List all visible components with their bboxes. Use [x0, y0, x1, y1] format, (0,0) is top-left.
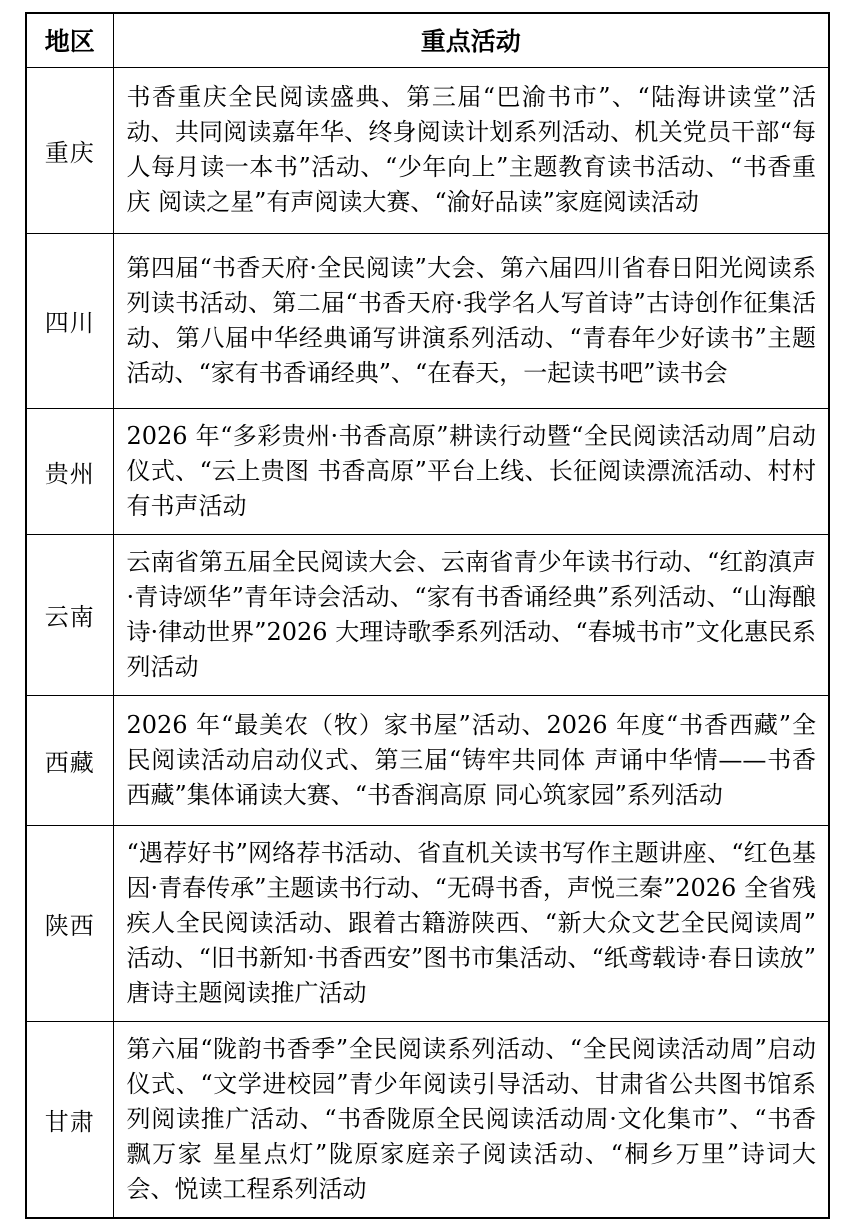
- table-header: [26, 13, 829, 67]
- activities-cell: “遇荐好书”网络荐书活动、省直机关读书写作主题讲座、“红色基因·青春传承”主题读书行动、“无碍书香，声悦三秦”2026 全省残疾人全民阅读活动、跟着古籍游陕西、“新大众文艺全民阅读周”活动、“旧书新知·书香西安”图书市集活动、“纸鸢载诗·春日读放”唐诗主题阅读推广活动: [113, 825, 829, 1021]
- activities-cell: 书香重庆全民阅读盛典、第三届“巴渝书市”、“陆海讲读堂”活动、共同阅读嘉年华、终身阅读计划系列活动、机关党员干部“每人每月读一本书”活动、“少年向上”主题教育读书活动、“书香重庆 阅读之星”有声阅读大赛、“渝好品读”家庭阅读活动: [113, 67, 829, 233]
- region-cell: 西藏: [26, 695, 113, 825]
- table-row: [26, 534, 829, 695]
- region-cell: 贵州: [26, 408, 113, 534]
- table-row: [26, 408, 829, 534]
- region-cell: 陕西: [26, 825, 113, 1021]
- region-cell: 重庆: [26, 67, 113, 233]
- column-header-activities: 重点活动: [113, 13, 829, 67]
- header-row: [26, 13, 829, 67]
- column-header-region: 地区: [26, 13, 113, 67]
- table-body: [26, 67, 829, 1218]
- region-cell: 甘肃: [26, 1021, 113, 1218]
- region-activities-table: [25, 12, 830, 1219]
- table-row: [26, 695, 829, 825]
- table-row: [26, 825, 829, 1021]
- activities-cell: 第四届“书香天府·全民阅读”大会、第六届四川省春日阳光阅读系列读书活动、第二届“书香天府·我学名人写首诗”古诗创作征集活动、第八届中华经典诵写讲演系列活动、“青春年少好读书”主题活动、“家有书香诵经典”、“在春天，一起读书吧”读书会: [113, 233, 829, 408]
- table-row: [26, 233, 829, 408]
- region-cell: 四川: [26, 233, 113, 408]
- region-cell: 云南: [26, 534, 113, 695]
- activities-cell: 第六届“陇韵书香季”全民阅读系列活动、“全民阅读活动周”启动仪式、“文学进校园”青少年阅读引导活动、甘肃省公共图书馆系列阅读推广活动、“书香陇原全民阅读活动周·文化集市”、“书香飘万家 星星点灯”陇原家庭亲子阅读活动、“桐乡万里”诗词大会、悦读工程系列活动: [113, 1021, 829, 1218]
- table-row: [26, 67, 829, 233]
- table-row: [26, 1021, 829, 1218]
- activities-cell: 云南省第五届全民阅读大会、云南省青少年读书行动、“红韵滇声·青诗颂华”青年诗会活动、“家有书香诵经典”系列活动、“山海酿诗·律动世界”2026 大理诗歌季系列活动、“春城书市”文化惠民系列活动: [113, 534, 829, 695]
- activities-cell: 2026 年“最美农（牧）家书屋”活动、2026 年度“书香西藏”全民阅读活动启动仪式、第三届“铸牢共同体 声诵中华情——书香西藏”集体诵读大赛、“书香润高原 同心筑家园”系列活动: [113, 695, 829, 825]
- activities-cell: 2026 年“多彩贵州·书香高原”耕读行动暨“全民阅读活动周”启动仪式、“云上贵图 书香高原”平台上线、长征阅读漂流活动、村村有书声活动: [113, 408, 829, 534]
